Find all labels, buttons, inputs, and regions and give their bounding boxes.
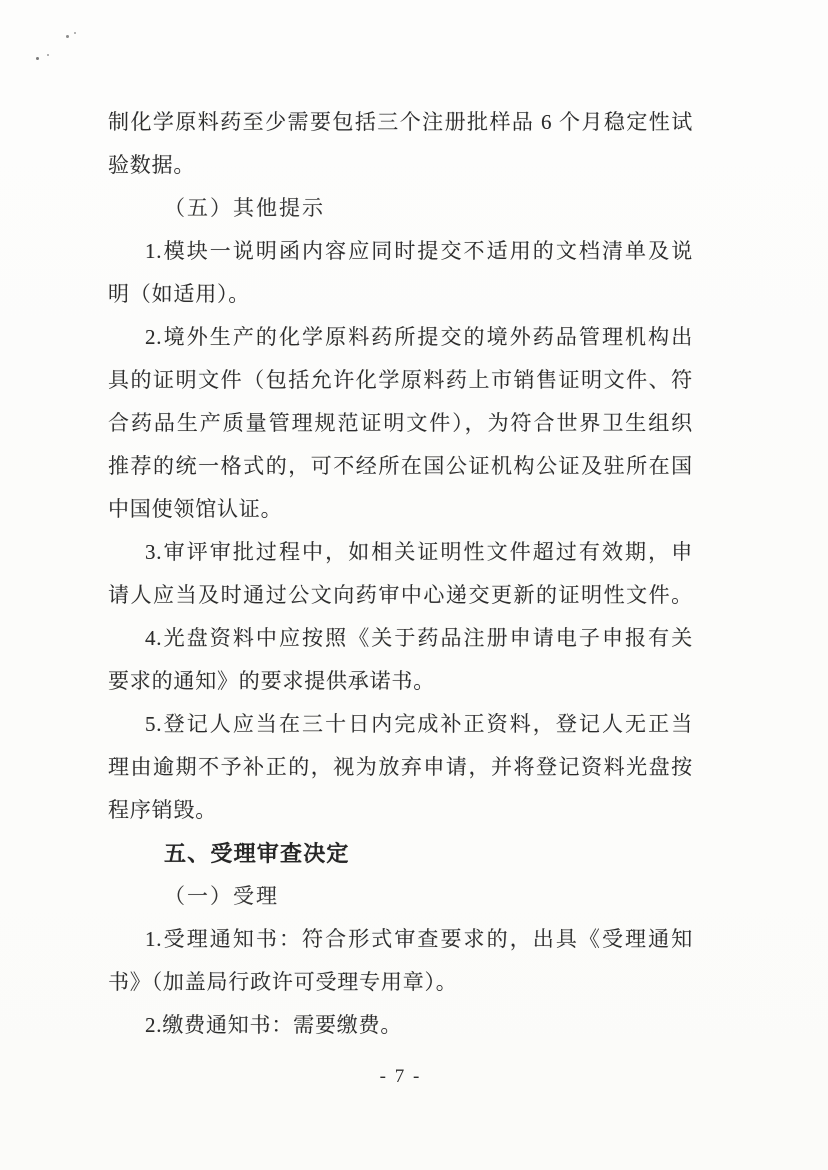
scan-speckle (74, 32, 76, 34)
doc-line: 5.登记人应当在三十日内完成补正资料，登记人无正当 (145, 712, 693, 736)
doc-line: 明（如适用）。 (108, 282, 251, 306)
doc-line: 1.模块一说明函内容应同时提交不适用的文档清单及说 (145, 239, 693, 263)
doc-line: 要求的通知》的要求提供承诺书。 (108, 669, 435, 693)
doc-line: 制化学原料药至少需要包括三个注册批样品 6 个月稳定性试 (108, 110, 693, 134)
doc-line: 具的证明文件（包括允许化学原料药上市销售证明文件、符 (108, 368, 693, 392)
text-block (108, 101, 693, 1047)
scan-speckle (66, 35, 69, 38)
doc-line: 请人应当及时通过公文向药审中心递交更新的证明性文件。 (108, 583, 693, 607)
doc-line: 程序销毁。 (108, 798, 217, 822)
page-number: - 7 - (379, 1066, 422, 1087)
doc-line: 3.审评审批过程中，如相关证明性文件超过有效期，申 (145, 540, 693, 564)
subsection-heading: （一）受理 (164, 884, 279, 908)
doc-line: 中国使领馆认证。 (108, 497, 283, 521)
scan-speckle (47, 54, 49, 56)
doc-line: 4.光盘资料中应按照《关于药品注册申请电子申报有关 (145, 626, 693, 650)
doc-line: 1.受理通知书：符合形式审查要求的，出具《受理通知 (145, 927, 693, 951)
subsection-heading: （五）其他提示 (164, 196, 325, 220)
doc-line: 验数据。 (108, 153, 196, 177)
doc-line: 推荐的统一格式的，可不经所在国公证机构公证及驻所在国 (108, 454, 693, 478)
scan-speckle (36, 57, 39, 60)
doc-line: 理由逾期不予补正的，视为放弃申请，并将登记资料光盘按 (108, 755, 693, 779)
section-heading: 五、受理审查决定 (164, 841, 350, 866)
doc-line: 书》（加盖局行政许可受理专用章）。 (108, 970, 458, 994)
doc-line: 2.缴费通知书：需要缴费。 (145, 1013, 403, 1037)
doc-line: 2.境外生产的化学原料药所提交的境外药品管理机构出 (145, 325, 693, 349)
doc-line: 合药品生产质量管理规范证明文件），为符合世界卫生组织 (108, 411, 693, 435)
